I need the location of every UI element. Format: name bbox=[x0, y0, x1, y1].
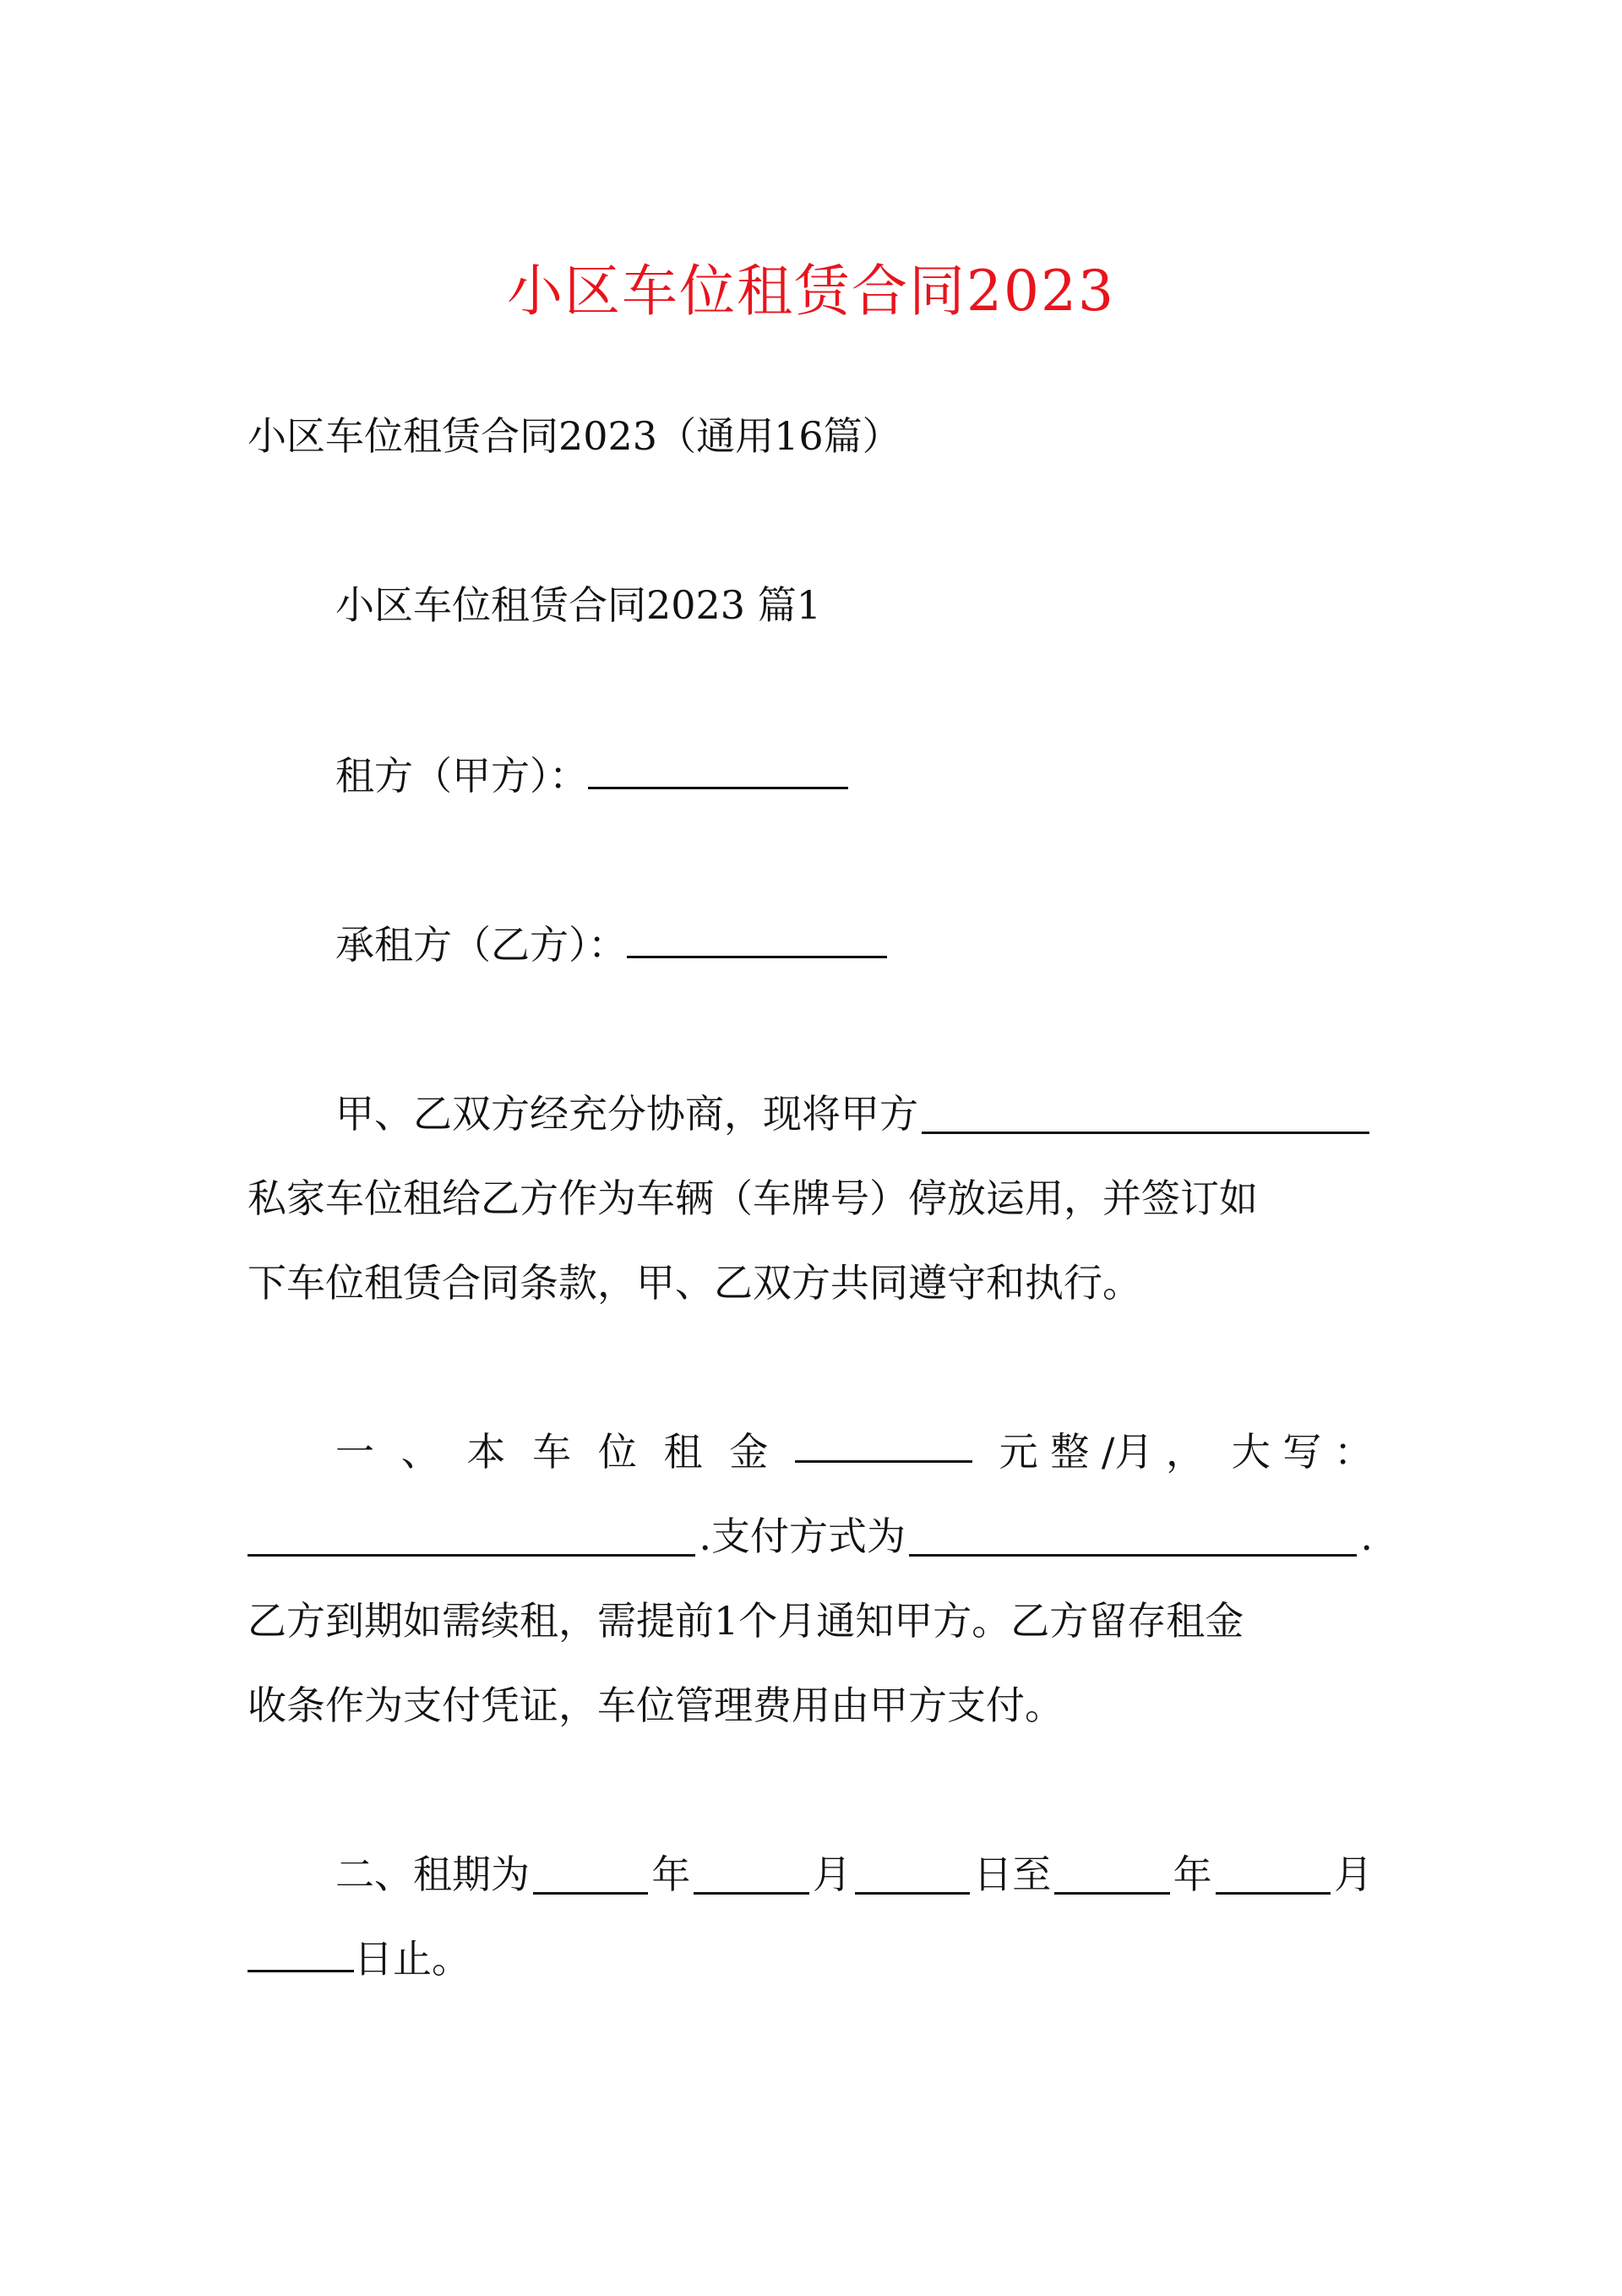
rent-amount-blank bbox=[795, 1425, 972, 1463]
lessor-blank bbox=[588, 751, 848, 789]
start-month-label: 月 bbox=[812, 1852, 852, 1897]
para2-line2 bbox=[248, 1509, 1373, 1563]
para2-char: 租 bbox=[663, 1429, 703, 1475]
para1-line3: 下车位租赁合同条款，甲、乙双方共同遵守和执行。 bbox=[248, 1260, 1141, 1306]
para3-line1 bbox=[335, 1847, 1373, 1901]
rent-unit: 元 整 /月 ， bbox=[999, 1429, 1205, 1475]
lessor-line bbox=[335, 749, 848, 803]
end-year-blank bbox=[1054, 1855, 1169, 1895]
payment-method-label: .支付方式为 bbox=[699, 1513, 906, 1559]
para2-line1 bbox=[335, 1425, 1373, 1479]
para2-char: 本 bbox=[466, 1429, 506, 1475]
section-heading: 小区车位租赁合同2023 篇1 bbox=[335, 582, 821, 628]
para2-char: 位 bbox=[597, 1429, 637, 1475]
para2-line2-end: . bbox=[1360, 1513, 1373, 1559]
lessee-label: 承租方（乙方）： bbox=[335, 922, 627, 968]
end-day-blank bbox=[248, 1934, 354, 1972]
lessor-label: 租方（甲方）： bbox=[335, 753, 588, 799]
rent-uppercase-label: 大 写 ： bbox=[1231, 1429, 1373, 1475]
para2-line4: 收条作为支付凭证，车位管理费用由甲方支付。 bbox=[248, 1682, 1064, 1728]
document-title: 小区车位租赁合同2023 bbox=[507, 259, 1115, 324]
para1-blank bbox=[922, 1094, 1369, 1134]
rent-uppercase-blank bbox=[248, 1517, 695, 1557]
para1-line1-text: 甲、乙双方经充分协商，现将甲方 bbox=[335, 1091, 918, 1137]
start-year-blank bbox=[533, 1855, 648, 1895]
para2-line3: 乙方到期如需续租，需提前1个月通知甲方。乙方留存租金 bbox=[248, 1598, 1244, 1644]
end-month-label: 月 bbox=[1334, 1852, 1374, 1897]
start-day-blank bbox=[855, 1855, 970, 1895]
lessee-blank bbox=[627, 920, 887, 958]
start-year-label: 年 bbox=[651, 1852, 691, 1897]
start-month-blank bbox=[694, 1855, 808, 1895]
para2-char: 一 bbox=[335, 1429, 374, 1475]
para3-line2 bbox=[248, 1932, 471, 1986]
para1-line2: 私家车位租给乙方作为车辆（车牌号）停放运用，并签订如 bbox=[248, 1175, 1258, 1221]
para2-char: 车 bbox=[532, 1429, 572, 1475]
para2-char: 金 bbox=[729, 1429, 769, 1475]
payment-method-blank bbox=[909, 1517, 1357, 1557]
end-day-label: 日止。 bbox=[354, 1936, 471, 1982]
document-subtitle: 小区车位租赁合同2023（通用16篇） bbox=[248, 413, 901, 459]
lessee-line bbox=[335, 918, 887, 972]
para2-char: 、 bbox=[400, 1429, 440, 1475]
para1-line1 bbox=[335, 1087, 1373, 1141]
end-year-label: 年 bbox=[1173, 1852, 1212, 1897]
term-label: 二、租期为 bbox=[335, 1852, 530, 1897]
start-day-label: 日至 bbox=[973, 1852, 1052, 1897]
end-month-blank bbox=[1216, 1855, 1331, 1895]
